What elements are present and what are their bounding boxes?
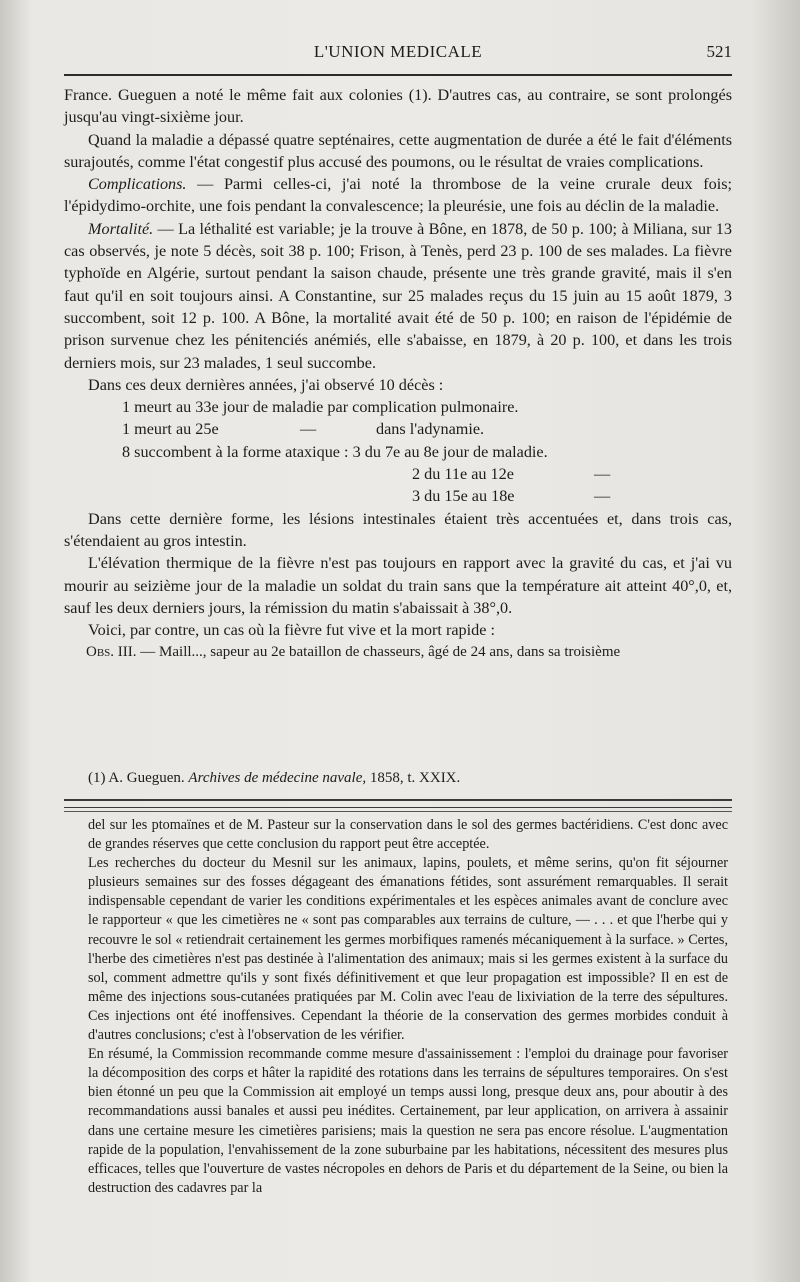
paragraph-text: — La léthalité est variable; je la trouve à Bône, en 1878, de 50 p. 100; à Miliana, sur 13 cas observés, je note 5 décès, soit 38 p. 100; Frison, à Tenès, perd 23 p. 100 de ses malades. La fièvre typhoïde en Algérie, surtout pendant la saison chaude, présente une très grande gravité, mais il s'en faut qu'il en soit toujours ainsi. A Constantine, sur 25 malades reçus du 15 juin au 15 août 1879, 3 succombent, soit 12 p. 100. A Bône, la mortalité avait été de 50 p. 100; en raison de l'épidémie de prison survenue chez les pénitenciés anémiés, elle s'abaisse, en 1879, à 20 p. 100, et dans les trois derniers mois, sur 23 malades, 1 seul succombe.	[64, 219, 732, 372]
paragraph: L'élévation thermique de la fièvre n'est pas toujours en rapport avec la gravité du cas, et j'ai vu mourir au seizième jour de la maladie un soldat du train sans que la température ait atteint 40°,0, et, sauf les deux derniers jours, la rémission du matin s'abaissait à 38°,0.	[64, 554, 732, 617]
list-item-text: 2 du 11e au 12e	[412, 465, 514, 484]
paragraph-complications	[64, 173, 732, 218]
paragraph-mortalite	[64, 218, 732, 374]
observation-heading	[64, 641, 732, 663]
running-title: L'UNION MEDICALE	[313, 42, 483, 61]
page-number: 521	[706, 42, 732, 61]
paragraph: En résumé, la Commission recommande comme mesure d'assainissement : l'emploi du drainage pour favoriser la décomposition des corps et hâter la rapidité des rotations dans les terrains de sépultures temporaires. On s'est bien étonné un peu que la Commission ait employé un temps aussi long, presque deux ans, pour aboutir à des recommandations aussi banales et aussi peu inédites. Certainement, par leur application, on arrivera à assainir dans une certaine mesure les cimetières parisiens; mais la question ne sera pas encore résolue. L'augmentation rapide de la population, l'envahissement de la zone suburbaine par les habitations, nécessitent des mesures plus efficaces, telles que l'ouverture de vastes nécropoles en dehors de Paris et du département de la Seine, ou bien la destruction des cadavres par la	[88, 1046, 728, 1196]
list-item-text: dans l'adynamie.	[376, 420, 485, 439]
paragraph-text: — Parmi celles-ci, j'ai noté la thrombose de la veine crurale deux fois; l'épidydimo-orchite, une fois pendant la convalescence; la pleurésie, une fois au déclin de la maladie.	[64, 175, 732, 216]
paragraph: Dans cette dernière forme, les lésions intestinales étaient très accentuées et, dans trois cas, s'étendaient au gros intestin.	[64, 509, 732, 550]
section-label: Mortalité.	[88, 219, 154, 238]
running-header	[64, 42, 732, 66]
paragraph: Les recherches du docteur du Mesnil sur les animaux, lapins, poulets, et même serins, qu'on fit séjourner plusieurs semaines sur des fosses dégageant des émanations fétides, sont assurément remarquables. Il serait indispensable cependant de varier les conditions expérimentales et les espèces animales avant de conclure avec le rapporteur « que les cimetières ne « sont pas comparables aux terrains de culture, — . . . et que l'herbe qui y recouvre le sol « retiendrait certainement les germes morbifiques ramenés mécaniquement à la surface. » Certes, l'herbe des cimetières n'est pas destinée à l'alimentation des animaux; mais si les germes existent à la surface du sol, comment admettre qu'ils y sont fixés définitivement et que leur propagation est impossible? Il en est de même des injections sous-cutanées pratiquées par M. Colin avec l'eau de lixiviation de la terre des sépultures. Ces injections ont été inoffensives. Cependant la théorie de la conservation des germes morbides conduit à d'autres conclusions; c'est à l'observation de les vérifier.	[88, 855, 728, 1044]
feuilleton-text	[88, 816, 728, 1198]
section-label: Complications.	[88, 175, 187, 194]
list-item	[64, 441, 732, 463]
footnote	[88, 768, 728, 788]
list-item-text: 1 meurt au 33e jour de maladie par complication pulmonaire.	[122, 398, 519, 417]
section-divider-thin	[64, 811, 732, 812]
list-item-text: 3 du 15e au 18e	[412, 487, 515, 506]
paragraph: Voici, par contre, un cas où la fièvre fut vive et la mort rapide :	[88, 621, 495, 640]
header-rule	[64, 74, 732, 76]
ditto-mark: —	[594, 487, 611, 506]
list-item	[64, 418, 732, 440]
death-list	[64, 396, 732, 507]
ditto-mark: —	[300, 420, 317, 439]
list-item-text: 1 meurt au 25e	[122, 420, 219, 439]
main-text	[64, 84, 732, 664]
ditto-mark: —	[594, 465, 611, 484]
footnote-suffix: 1858, t. XXIX.	[366, 770, 461, 786]
observation-label: Obs. III.	[86, 644, 137, 661]
paragraph: France. Gueguen a noté le même fait aux colonies (1). D'autres cas, au contraire, se sont prolongés jusqu'au vingt-sixième jour.	[64, 86, 732, 127]
observation-text: — Maill..., sapeur au 2e bataillon de chasseurs, âgé de 24 ans, dans sa troisième	[136, 644, 621, 661]
list-item	[64, 396, 732, 418]
paragraph: del sur les ptomaïnes et de M. Pasteur sur la conservation dans le sol des germes bactéridiens. C'est donc avec de grandes réserves que cette conclusion du rapport peut être acceptée.	[88, 817, 728, 853]
paragraph: Dans ces deux dernières années, j'ai observé 10 décès :	[88, 375, 444, 394]
paragraph: Quand la maladie a dépassé quatre septénaires, cette augmentation de durée a été le fait d'éléments surajoutés, comme l'état congestif plus accusé des poumons, ou le résultat de vraies complications.	[64, 130, 732, 171]
list-item-text: 8 succombent à la forme ataxique : 3 du 7e au 8e jour de maladie.	[122, 442, 548, 461]
footnote-prefix: (1) A. Gueguen.	[88, 770, 189, 786]
section-divider	[64, 799, 732, 808]
list-item	[64, 485, 732, 507]
list-item	[64, 463, 732, 485]
footnote-journal: Archives de médecine navale,	[188, 770, 367, 786]
